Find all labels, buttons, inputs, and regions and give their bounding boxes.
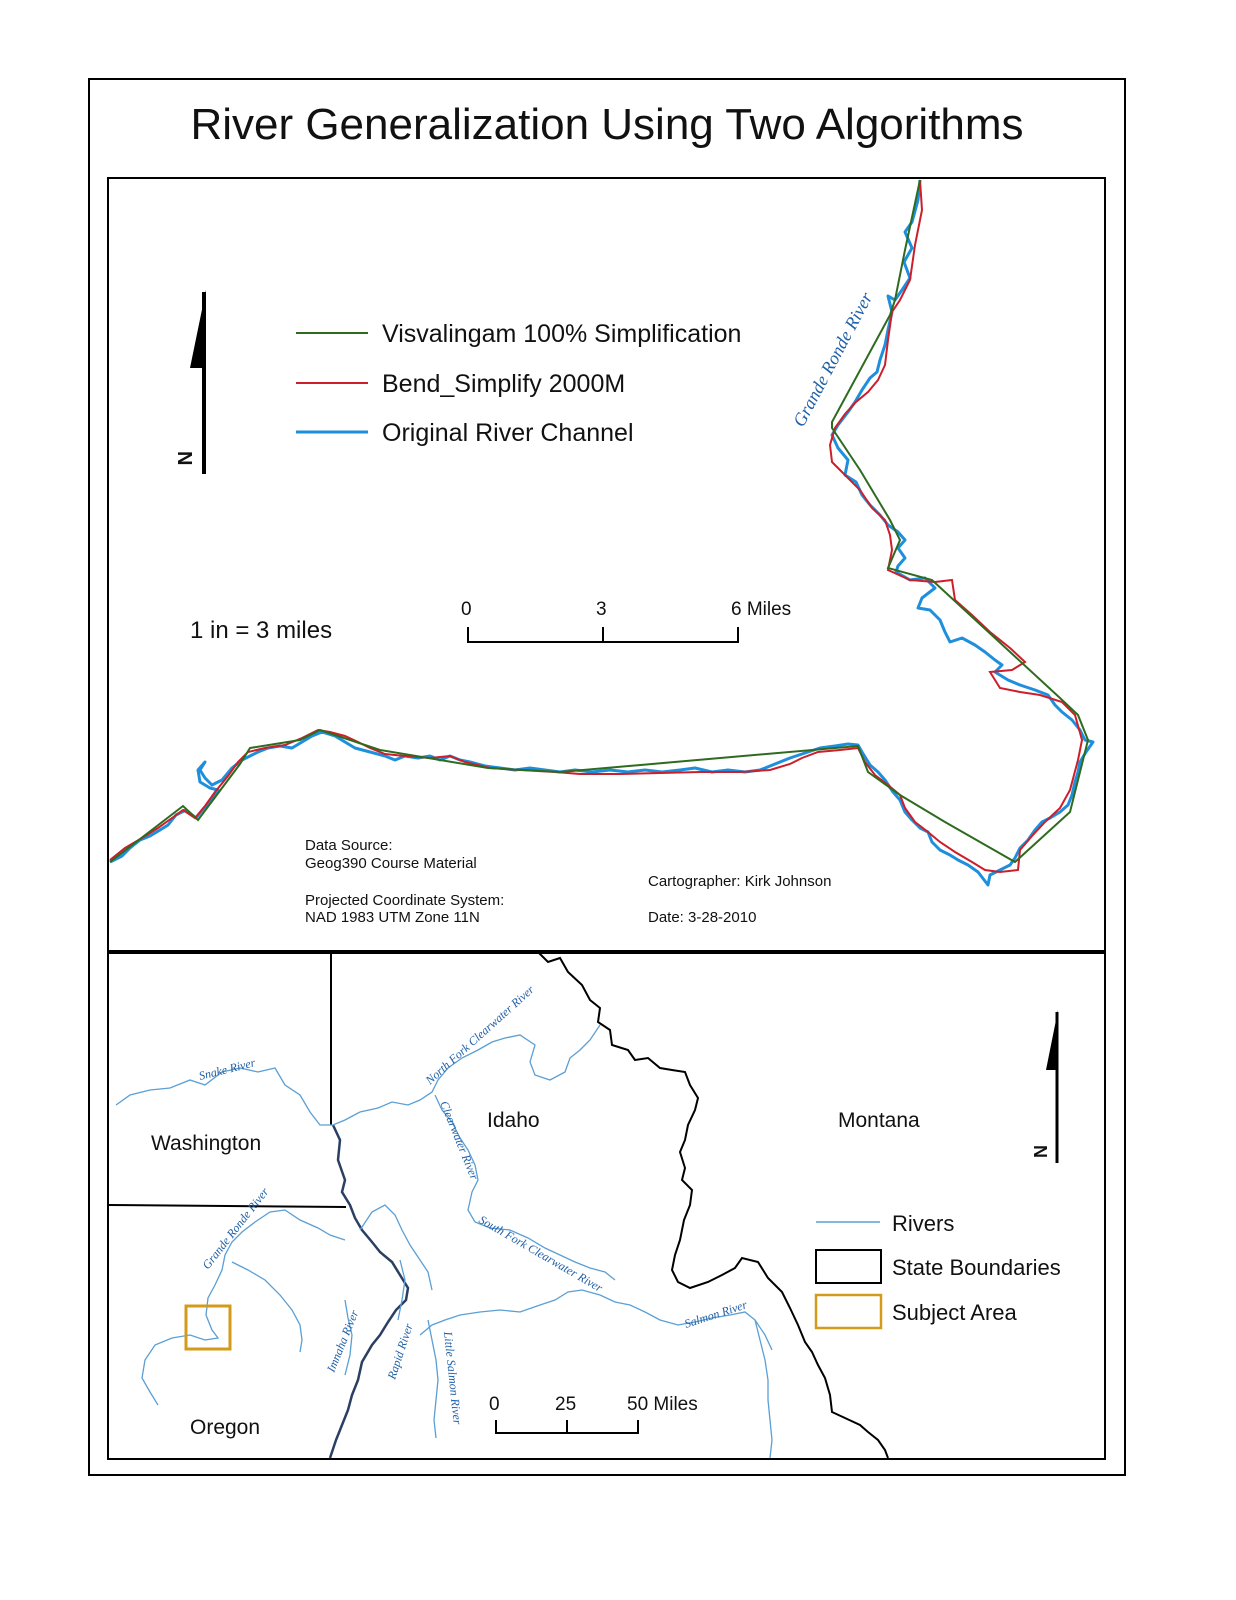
main-map-frame: [108, 178, 1105, 953]
north-arrow-inset: [1030, 1010, 1058, 1163]
snake-river-label: Snake River: [197, 1055, 257, 1083]
main-legend: [296, 320, 741, 447]
salmon-river-label: Salmon River: [682, 1297, 749, 1331]
visvalingam-line: [110, 180, 1088, 862]
cartographer: Cartographer: Kirk Johnson: [648, 873, 832, 890]
north-arrow-main: [173, 290, 206, 474]
data-source-label: Data Source:: [305, 837, 393, 854]
legend-subject-swatch: [816, 1295, 881, 1328]
legend-bend-label: Bend_Simplify 2000M: [382, 370, 626, 398]
scale-bar-inset: [489, 1394, 698, 1433]
state-label-washington: Washington: [151, 1132, 262, 1155]
subject-area-box: [186, 1306, 230, 1349]
grande-ronde-label: Grande Ronde River: [788, 288, 877, 430]
scale-text: 1 in = 3 miles: [190, 617, 333, 644]
data-source-value: Geog390 Course Material: [305, 855, 477, 872]
crs-value: NAD 1983 UTM Zone 11N: [305, 909, 480, 926]
legend-state-label: State Boundaries: [892, 1255, 1061, 1280]
sf-clearwater-label: South Fork Clearwater River: [476, 1212, 606, 1295]
imnaha-label: Imnaha River: [323, 1308, 362, 1375]
grande-ronde-inset-label: Grande Ronde River: [199, 1184, 272, 1272]
state-boundaries: [108, 952, 888, 1458]
legend-visvalingam-label: Visvalingam 100% Simplification: [382, 320, 742, 348]
state-label-montana: Montana: [838, 1109, 920, 1132]
nf-clearwater-label: North Fork Clearwater River: [422, 982, 537, 1088]
inset-scale-tick-25: 25: [555, 1394, 577, 1415]
rapid-river-label: Rapid River: [384, 1321, 416, 1381]
scale-tick-0: 0: [461, 599, 472, 620]
scale-tick-3: 3: [596, 599, 607, 620]
clearwater-label: Clearwater River: [437, 1098, 482, 1182]
date: Date: 3-28-2010: [648, 909, 757, 926]
scale-tick-6: 6 Miles: [731, 599, 792, 620]
crs-label: Projected Coordinate System:: [305, 892, 505, 909]
state-label-oregon: Oregon: [190, 1416, 261, 1439]
legend-original-label: Original River Channel: [382, 419, 634, 447]
legend-rivers-label: Rivers: [892, 1211, 955, 1236]
original-river-channel: [110, 180, 1093, 885]
scale-bar-main: [461, 599, 791, 642]
north-label-inset: N: [1030, 1145, 1050, 1158]
north-label-main: N: [173, 451, 195, 466]
map-title: River Generalization Using Two Algorithms: [190, 100, 1024, 149]
legend-subject-label: Subject Area: [892, 1300, 1017, 1325]
little-salmon-label: Little Salmon River: [441, 1330, 465, 1426]
inset-scale-tick-0: 0: [489, 1394, 500, 1415]
inset-legend: [816, 1211, 1061, 1328]
inset-scale-tick-50: 50 Miles: [627, 1394, 698, 1415]
state-label-idaho: Idaho: [487, 1109, 540, 1132]
legend-state-swatch: [816, 1250, 881, 1283]
snake-river-main: [330, 1125, 408, 1458]
